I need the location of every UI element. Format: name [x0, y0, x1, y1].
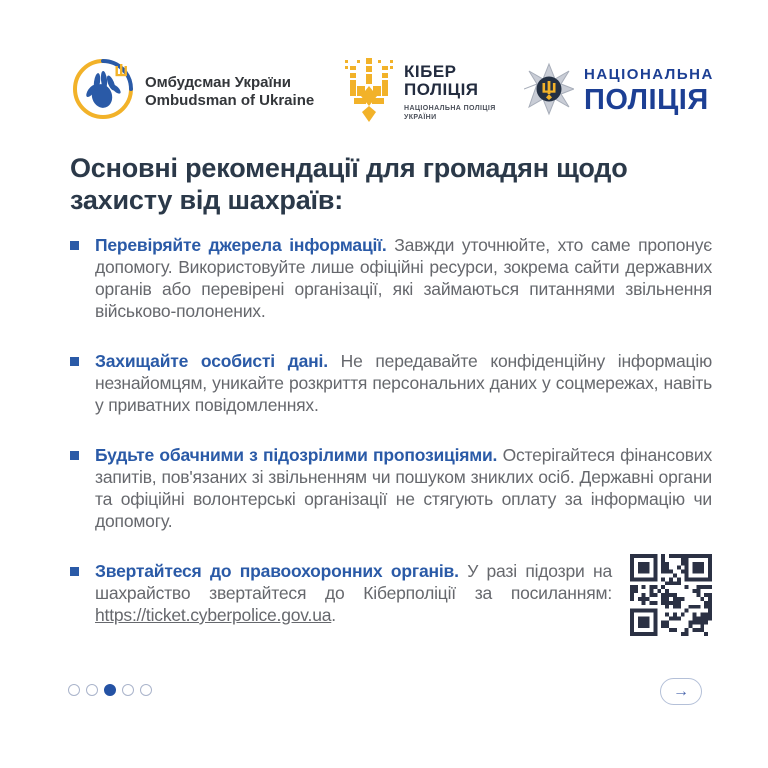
- ombudsman-title-uk: Омбудсман України: [145, 74, 292, 92]
- recommendation-1-body: Завжди уточнюйте, хто саме пропонує допомогу. Використовуйте лише офіційні ресурси, зокрема сайти державних органів або перевірені організації, які займаються питаннями звільнення військово-полонених.: [95, 235, 712, 321]
- recommendation-4-lead: Звертайтеся до правоохоронних органів.: [95, 561, 459, 581]
- cyberpolice-sub-line1: НАЦІОНАЛЬНА ПОЛІЦІЯ: [404, 104, 496, 112]
- national-police-name-line2: ПОЛІЦІЯ: [584, 84, 709, 116]
- recommendation-1-lead: Перевіряйте джерела інформації.: [95, 235, 387, 255]
- pagination-dot-4[interactable]: [122, 684, 134, 696]
- recommendation-3-body: Остерігайтеся фінансових запитів, пов'язаних зі звільненням чи пошуком зниклих осіб. Державні органи та офіційні волонтерські організації не стягують оплату за інформацію чи допомогу.: [95, 445, 712, 531]
- ombudsman-logo-group: [72, 58, 314, 125]
- recommendation-item-3: [70, 444, 712, 532]
- right-arrow-icon: →: [673, 682, 689, 700]
- cyberpolice-name-line1: КІБЕР: [404, 62, 457, 82]
- cyberpolice-ticket-link[interactable]: https://ticket.cyberpolice.gov.ua: [95, 605, 332, 625]
- recommendation-2-lead: Захищайте особисті дані.: [95, 351, 328, 371]
- square-bullet-icon: [70, 451, 79, 460]
- pagination-dots: [68, 684, 152, 696]
- pagination-dot-1[interactable]: [68, 684, 80, 696]
- recommendation-2-body: Не передавайте конфіденційну інформацію незнайомцям, уникайте розкриття персональних даних у соцмережах, навіть у приватних повідомленнях.: [95, 351, 712, 415]
- qr-code: [630, 554, 712, 641]
- next-slide-button[interactable]: [660, 678, 702, 705]
- recommendation-4-suffix: .: [331, 605, 336, 625]
- ombudsman-title-en: Ombudsman of Ukraine: [145, 91, 315, 109]
- square-bullet-icon: [70, 567, 79, 576]
- cyberpolice-name-line2: ПОЛІЦІЯ: [404, 79, 479, 99]
- cyberpolice-logo-group: [344, 56, 496, 129]
- national-police-logo-group: [524, 62, 714, 121]
- recommendation-4-body: У разі підозри на шахрайство звертайтеся до Кіберполіції за посиланням:: [95, 561, 612, 603]
- recommendation-item-2: [70, 350, 712, 416]
- pagination-dot-3[interactable]: [104, 684, 116, 696]
- square-bullet-icon: [70, 357, 79, 366]
- pagination-dot-5[interactable]: [140, 684, 152, 696]
- cyberpolice-sub-line2: УКРАЇНИ: [404, 113, 437, 121]
- recommendation-3-lead: Будьте обачними з підозрілими пропозиціями.: [95, 445, 498, 465]
- recommendation-item-1: [70, 234, 712, 322]
- pagination-dot-2[interactable]: [86, 684, 98, 696]
- ombudsman-hand-icon: [72, 58, 134, 125]
- recommendation-item-4: [70, 560, 712, 641]
- page-title: Основні рекомендації для громадян щодо захисту від шахраїв:: [70, 153, 628, 215]
- cyberpolice-trident-icon: [344, 56, 394, 129]
- square-bullet-icon: [70, 241, 79, 250]
- police-star-badge-icon: [524, 62, 574, 121]
- national-police-name-line1: НАЦІОНАЛЬНА: [584, 66, 714, 83]
- recommendations-list: [70, 234, 712, 641]
